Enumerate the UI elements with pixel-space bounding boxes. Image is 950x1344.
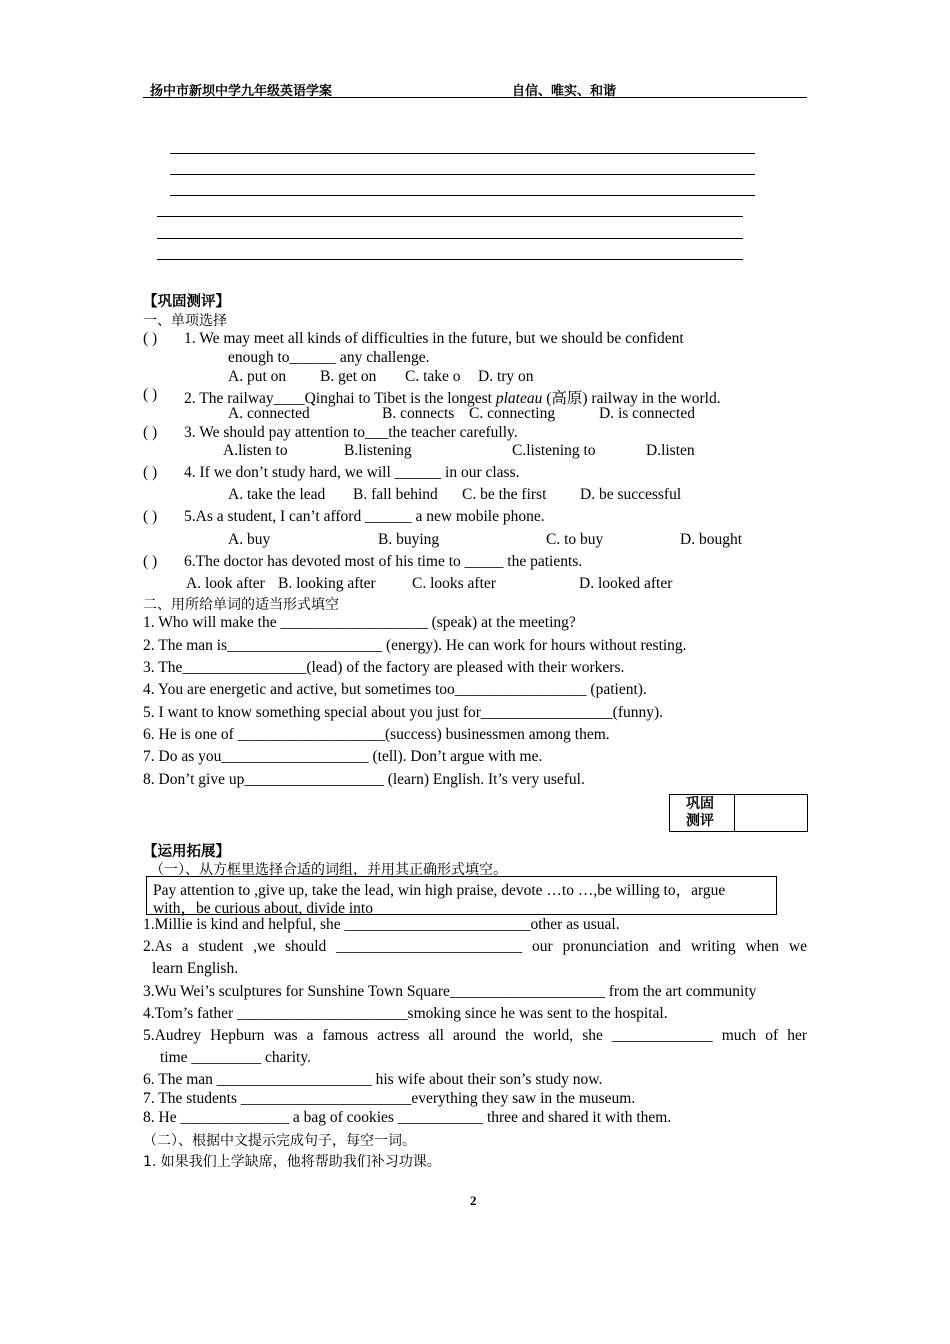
option: C.listening to [512,442,596,459]
exercise-item: 8. He ______________ a bag of cookies ___________ three and shared it with them. [143,1109,672,1126]
fill-item: 2. The man is____________________ (energy). He can work for hours without resting. [143,637,687,654]
question-paren: ( ) [143,508,158,525]
section-title: 【巩固测评】 [143,294,230,310]
phrase-list: with，be curious about, divide into [153,900,373,917]
fill-item: 6. He is one of ___________________(success) businessmen among them. [143,726,610,743]
answer-line [157,238,743,239]
question-paren: ( ) [143,386,158,403]
question-text: enough to______ any challenge. [228,349,430,366]
question-text: 6.The doctor has devoted most of his time to _____ the patients. [184,553,583,570]
header-motto: 自信、唯实、和谐 [512,84,617,99]
option: D. is connected [599,405,695,422]
question-text: 5.As a student, I can’t afford ______ a new mobile phone. [184,508,545,525]
fill-item: 5. I want to know something special about you just for_________________(funny). [143,704,664,721]
option: C. to buy [546,531,604,548]
question-text: 1. We may meet all kinds of difficulties in the future, but we should be confident [184,330,684,347]
answer-line [170,153,755,154]
score-label: 巩固 [686,796,714,812]
exercise-item: 2.As a student ,we should ________________________ our pronunciation and writing when we [143,938,807,955]
option: A. take the lead [228,486,326,503]
part-title: （二）、根据中文提示完成句子，每空一词。 [143,1133,416,1149]
section-title: 【运用拓展】 [143,844,230,860]
score-input[interactable] [735,795,806,831]
score-label: 测评 [686,813,714,829]
option: A. buy [228,531,271,548]
option: A. connected [228,405,310,422]
option: D. looked after [579,575,673,592]
answer-line [157,259,743,260]
question-paren: ( ) [143,464,158,481]
option: B. get on [320,368,377,385]
option: B.listening [344,442,412,459]
question-text: 2. The railway____Qinghai to Tibet is the longest plateau (高原) railway in the world. [184,390,721,407]
answer-line [170,174,755,175]
exercise-item: 3.Wu Wei’s sculptures for Sunshine Town Square____________________ from the art community [143,983,757,1000]
exercise-item: 4.Tom’s father ______________________smoking since he was sent to the hospital. [143,1005,668,1022]
fill-item: 7. Do as you___________________ (tell). Don’t argue with me. [143,748,543,765]
option: D. bought [680,531,742,548]
question-text: 4. If we don’t study hard, we will ______ in our class. [184,464,520,481]
score-box [669,794,808,832]
option: B. fall behind [353,486,438,503]
header-rule [143,97,807,98]
option: C. connecting [469,405,556,422]
option: A. put on [228,368,287,385]
answer-line [170,195,755,196]
option: A. look after [186,575,265,592]
answer-line [157,216,743,217]
exercise-item: 7. The students ______________________everything they saw in the museum. [143,1090,636,1107]
part-title: 一、单项选择 [143,313,227,329]
question-text: 3. We should pay attention to___the teacher carefully. [184,424,518,441]
phrase-box [146,876,777,915]
option: D.listen [646,442,695,459]
part-title: （一）、从方框里选择合适的词组，并用其正确形式填空。 [150,862,507,878]
fill-item: 4. You are energetic and active, but sometimes too_________________ (patient). [143,681,647,698]
fill-item: 8. Don’t give up__________________ (learn) English. It’s very useful. [143,771,585,788]
exercise-item: 1. 如果我们上学缺席，他将帮助我们补习功课。 [143,1154,441,1170]
exercise-item: 5.Audrey Hepburn was a famous actress all around the world, she _____________ much of her [143,1027,807,1044]
option: C. looks after [412,575,496,592]
question-paren: ( ) [143,553,158,570]
option: C. take o [405,368,461,385]
question-paren: ( ) [143,424,158,441]
question-paren: ( ) [143,330,158,347]
phrase-list: Pay attention to ,give up, take the lead, win high praise, devote …to …,be willing to，argue [153,882,726,899]
option: B. connects [382,405,455,422]
fill-item: 3. The________________(lead) of the factory are pleased with their workers. [143,659,625,676]
option: D. try on [478,368,534,385]
option: A.listen to [223,442,288,459]
fill-item: 1. Who will make the ___________________ (speak) at the meeting? [143,614,576,631]
exercise-item: learn English. [152,960,239,977]
exercise-item: time _________ charity. [160,1049,311,1066]
option: B. buying [378,531,440,548]
page-number: 2 [470,1193,477,1208]
exercise-item: 1.Millie is kind and helpful, she ________________________other as usual. [143,916,620,933]
option: B. looking after [278,575,376,592]
option: D. be successful [580,486,682,503]
exercise-item: 6. The man ____________________ his wife about their son’s study now. [143,1071,603,1088]
option: C. be the first [462,486,547,503]
part-title: 二、用所给单词的适当形式填空 [143,597,339,613]
header-school: 扬中市新坝中学九年级英语学案 [150,84,333,99]
